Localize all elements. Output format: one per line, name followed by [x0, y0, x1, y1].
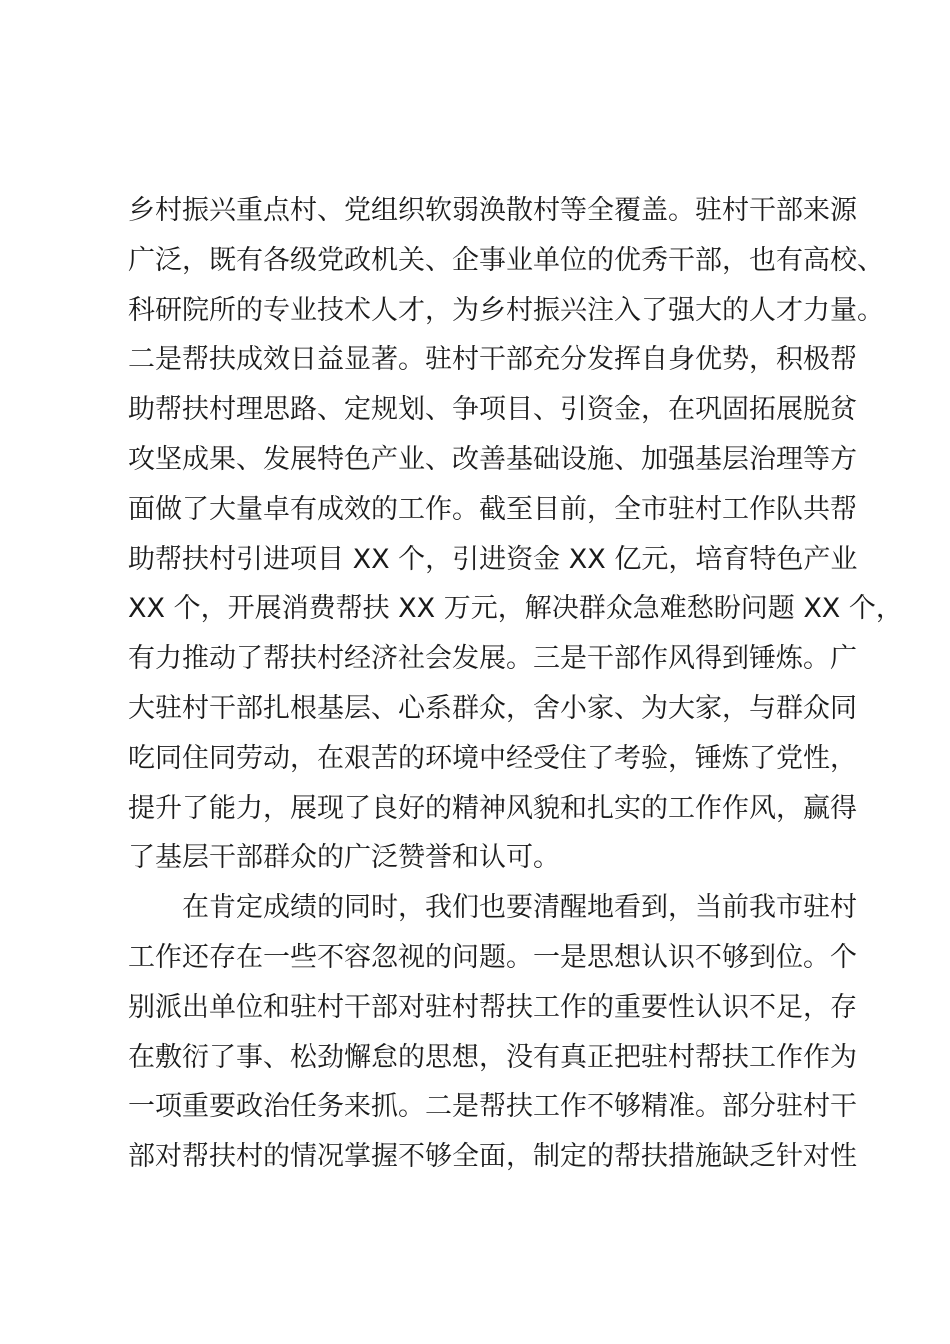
text-line: 一项重要政治任务来抓。二是帮扶工作不够精准。部分驻村干	[128, 1091, 857, 1123]
text-line: 二是帮扶成效日益显著。驻村干部充分发挥自身优势，积极帮	[128, 344, 857, 376]
text-line: 广泛，既有各级党政机关、企事业单位的优秀干部，也有高校、	[128, 244, 884, 276]
text-line: 部对帮扶村的情况掌握不够全面，制定的帮扶措施缺乏针对性	[128, 1141, 857, 1173]
text-line: 乡村振兴重点村、党组织软弱涣散村等全覆盖。驻村干部来源	[128, 195, 857, 226]
text-line: 工作还存在一些不容忽视的问题。一是思想认识不够到位。个	[128, 941, 857, 973]
text-line: XX 个，开展消费帮扶 XX 万元，解决群众急难愁盼问题 XX 个，	[128, 593, 903, 625]
paragraph-first-line: 在肯定成绩的同时，我们也要清醒地看到，当前我市驻村	[182, 892, 857, 924]
text-line: 吃同住同劳动，在艰苦的环境中经受住了考验，锤炼了党性，	[128, 742, 857, 774]
text-line: 了基层干部群众的广泛赞誉和认可。	[128, 842, 560, 874]
body-text	[128, 186, 903, 1182]
text-line: 提升了能力，展现了良好的精神风貌和扎实的工作作风，赢得	[128, 792, 857, 824]
text-line: 科研院所的专业技术人才，为乡村振兴注入了强大的人才力量。	[128, 294, 884, 326]
text-line: 在敷衍了事、松劲懈怠的思想，没有真正把驻村帮扶工作作为	[128, 1041, 857, 1073]
text-line: 别派出单位和驻村干部对驻村帮扶工作的重要性认识不足，存	[128, 991, 857, 1023]
text-line: 大驻村干部扎根基层、心系群众，舍小家、为大家，与群众同	[128, 692, 857, 724]
text-line: 助帮扶村理思路、定规划、争项目、引资金，在巩固拓展脱贫	[128, 394, 857, 426]
text-line: 助帮扶村引进项目 XX 个，引进资金 XX 亿元，培育特色产业	[128, 543, 858, 575]
text-line: 有力推动了帮扶村经济社会发展。三是干部作风得到锤炼。广	[128, 643, 857, 675]
text-line: 面做了大量卓有成效的工作。截至目前，全市驻村工作队共帮	[128, 493, 857, 525]
text-line: 攻坚成果、发展特色产业、改善基础设施、加强基层治理等方	[128, 443, 857, 475]
